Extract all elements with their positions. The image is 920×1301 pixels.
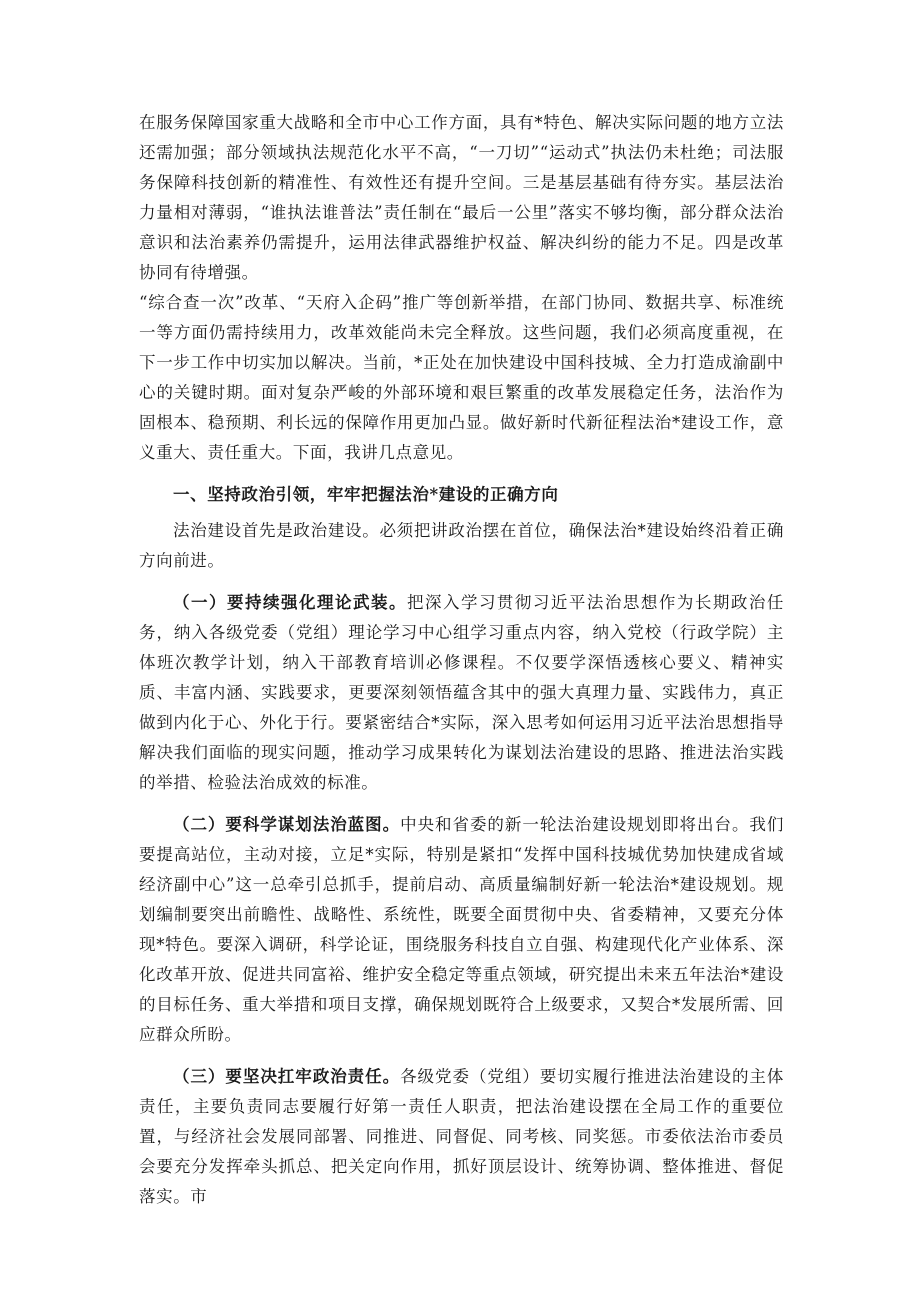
subsection-2 [139,810,784,1050]
section-heading-1: 一、坚持政治引领，牢牢把握法治*建设的正确方向 [173,485,559,504]
paragraph-reform-problems: “综合查一次”改革、“天府入企码”推广等创新举措，在部门协同、数据共享、标准统一等方面仍需持续用力，改革效能尚未完全释放。这些问题，我们必须高度重视，在下一步工作中切实加以解决。当前，*正处在加快建设中国科技城、全力打造成渝副中心的关键时期。面对复杂严峻的外部环境和艰巨繁重的改革发展稳定任务，法治作为固根本、稳预期、利长远的保障作用更加凸显。做好新时代新征程法治*建设工作，意义重大、责任重大。下面，我讲几点意见。 [139,293,784,462]
spacer [139,468,784,480]
spacer [139,798,784,810]
spacer [139,576,784,588]
subsection-2-title: （二）要科学谋划法治蓝图。 [173,815,401,834]
paragraph-political-construction: 法治建设首先是政治建设。必须把讲政治摆在首位，确保法治*建设始终沿着正确方向前进。 [139,521,784,570]
subsection-3-body: 各级党委（党组）要切实履行推进法治建设的主体责任，主要负责同志要履行好第一责任人职责，把法治建设摆在全局工作的重要位置，与经济社会发展同部署、同推进、同督促、同考核、同奖惩。市委依法治市委员会要充分发挥牵头抓总、把关定向作用，抓好顶层设计、统筹协调、整体推进、督促落实。市 [139,1067,784,1206]
subsection-3-title: （三）要坚决扛牢政治责任。 [173,1067,401,1086]
subsection-3 [139,1062,784,1212]
subsection-1 [139,588,784,798]
document-body [139,108,784,1212]
subsection-2-body: 中央和省委的新一轮法治建设规划即将出台。我们要提高站位，主动对接，立足*实际，特别是紧扣“发挥中国科技城优势加快建成省域经济副中心”这一总牵引总抓手，提前启动、高质量编制好新一轮法治*建设规划。规划编制要突出前瞻性、战略性、系统性，既要全面贯彻中央、省委精神，又要充分体现*特色。要深入调研，科学论证，围绕服务科技自立自强、构建现代化产业体系、深化改革开放、促进共同富裕、维护安全稳定等重点领域，研究提出未来五年法治*建设的目标任务、重大举措和项目支撑，确保规划既符合上级要求，又契合*发展所需、回应群众所盼。 [139,815,784,1044]
subsection-1-body: 把深入学习贯彻习近平法治思想作为长期政治任务，纳入各级党委（党组）理论学习中心组学习重点内容，纳入党校（行政学院）主体班次教学计划，纳入干部教育培训必修课程。不仅要学深悟透核心要义、精神实质、丰富内涵、实践要求，更要深刻领悟蕴含其中的强大真理力量、实践伟力，真正做到内化于心、外化于行。要紧密结合*实际，深入思考如何运用习近平法治思想指导解决我们面临的现实问题，推动学习成果转化为谋划法治建设的思路、推进法治实践的举措、检验法治成效的标准。 [139,593,784,792]
paragraph-intro-continued: 在服务保障国家重大战略和全市中心工作方面，具有*特色、解决实际问题的地方立法还需加强；部分领域执法规范化水平不高，“一刀切”“运动式”执法仍未杜绝；司法服务保障科技创新的精准性、有效性还有提升空间。三是基层基础有待夯实。基层法治力量相对薄弱，“谁执法谁普法”责任制在“最后一公里”落实不够均衡，部分群众法治意识和法治素养仍需提升，运用法律武器维护权益、解决纠纷的能力不足。四是改革协同有待增强。 [139,113,784,282]
spacer [139,1050,784,1062]
subsection-1-title: （一）要持续强化理论武装。 [173,593,407,612]
